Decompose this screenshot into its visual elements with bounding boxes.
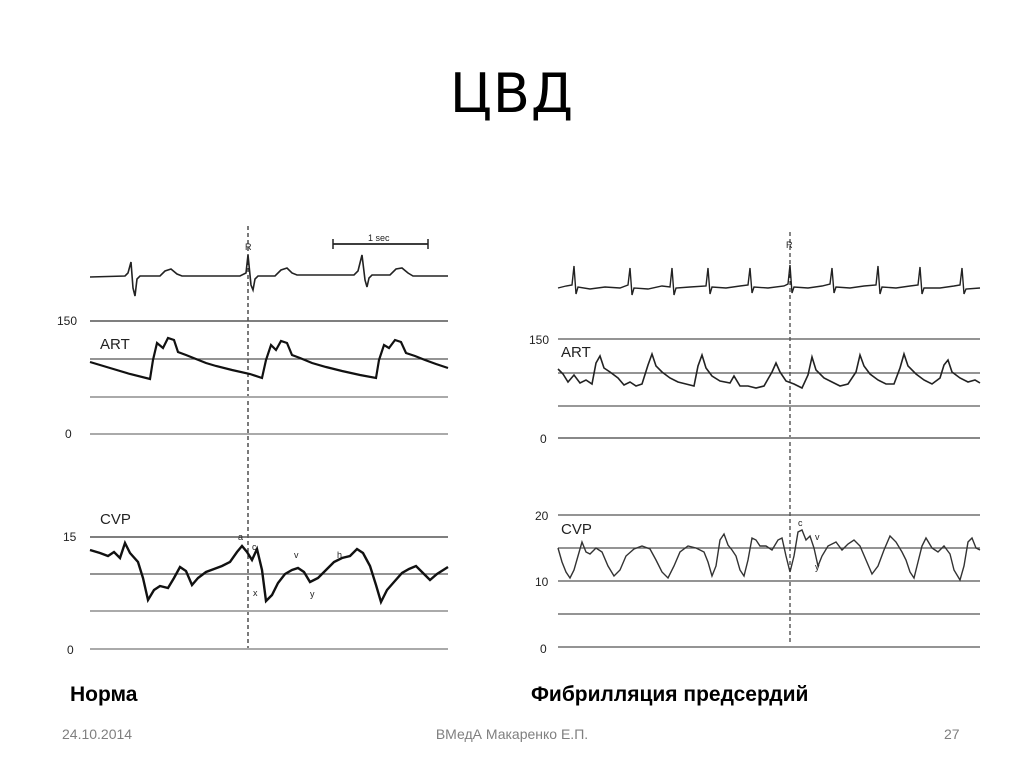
caption-af: Фибрилляция предсердий xyxy=(531,683,809,706)
r-marker-label-normal: R xyxy=(245,242,252,252)
cvp-axis-0: 0 xyxy=(67,643,74,657)
r-marker-label-af: R xyxy=(786,240,793,250)
cvp-wave-x: x xyxy=(253,588,258,598)
af-cvp-axis-0: 0 xyxy=(540,642,547,656)
cvp-trace-normal xyxy=(90,543,448,602)
footer-date: 24.10.2014 xyxy=(62,726,133,742)
ecg-trace-normal xyxy=(90,255,448,296)
panel-af xyxy=(529,232,980,656)
art-trace-label: ART xyxy=(100,336,130,353)
footer-page-number: 27 xyxy=(944,726,960,742)
footer-author: ВМедА Макаренко Е.П. xyxy=(435,726,589,742)
cvp-wave-h: h xyxy=(337,550,343,560)
af-art-axis-0: 0 xyxy=(540,432,547,446)
af-cvp-wave-v: v xyxy=(815,532,820,542)
af-cvp-axis-20: 20 xyxy=(535,509,549,523)
art-axis-150: 150 xyxy=(57,314,78,328)
cvp-wave-c: c xyxy=(252,542,257,552)
panel-normal xyxy=(57,226,448,657)
ecg-trace-af xyxy=(558,265,980,295)
art-trace-af xyxy=(558,354,980,388)
art-axis-0: 0 xyxy=(65,427,72,441)
caption-normal: Норма xyxy=(70,683,138,706)
cvp-trace-label: CVP xyxy=(100,511,131,528)
cvp-wave-a: a xyxy=(238,532,244,542)
cvp-axis-15: 15 xyxy=(63,530,77,544)
cvp-trace-af xyxy=(558,530,980,580)
cvp-wave-v: v xyxy=(294,550,299,560)
slide-title: ЦВД xyxy=(449,62,575,125)
cvp-wave-y: y xyxy=(310,589,315,599)
af-cvp-axis-10: 10 xyxy=(535,575,549,589)
scale-bar-label: 1 sec xyxy=(368,233,390,243)
af-art-axis-150: 150 xyxy=(529,333,550,347)
af-cvp-trace-label: CVP xyxy=(561,521,592,538)
af-art-trace-label: ART xyxy=(561,344,591,361)
af-cvp-wave-y: y xyxy=(815,562,820,572)
af-cvp-wave-c: c xyxy=(798,518,803,528)
